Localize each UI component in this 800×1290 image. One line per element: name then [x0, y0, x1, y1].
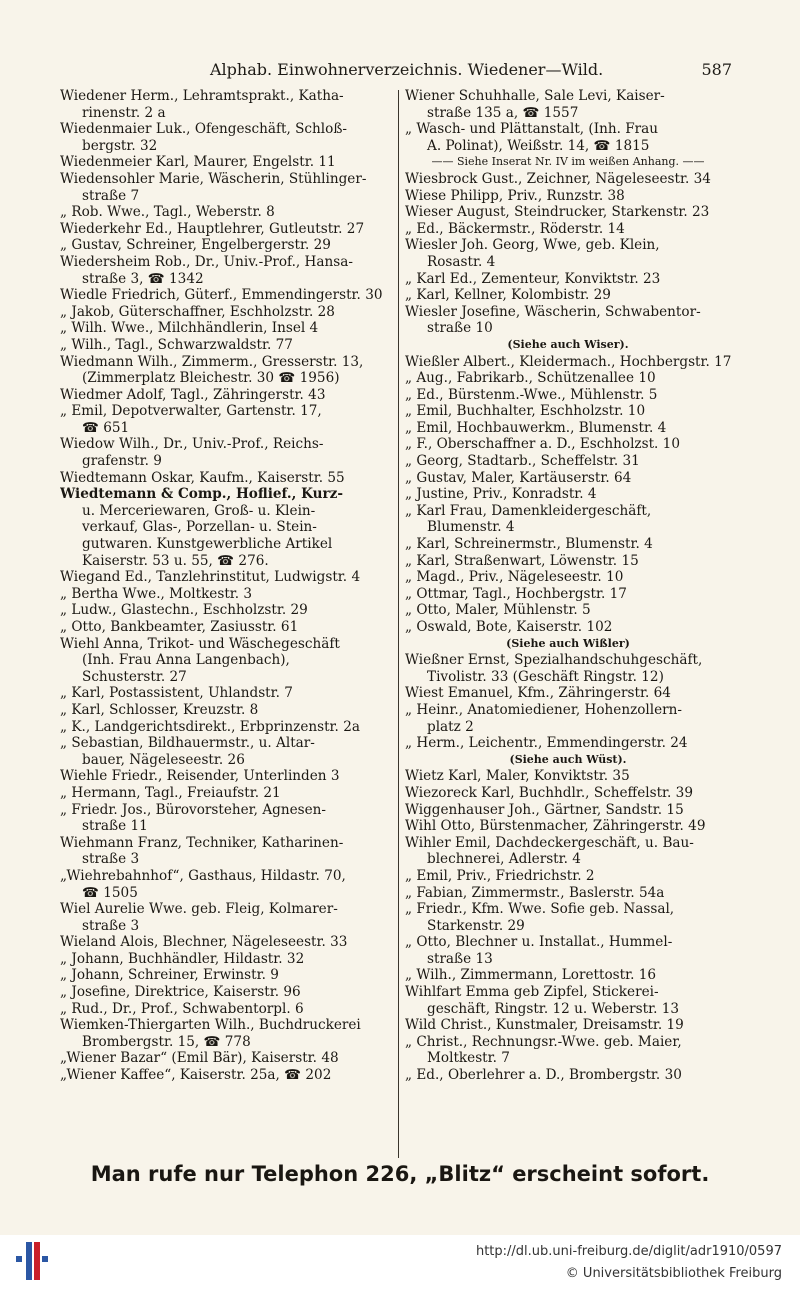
directory-entry-line: „ Emil, Buchhalter, Eschholzstr. 10 [405, 403, 646, 420]
directory-entry-line: „ Oswald, Bote, Kaiserstr. 102 [405, 619, 613, 635]
directory-entry-line: straße 135 a, ☎ 1557 [427, 104, 579, 121]
directory-entry-line: Wiedensohler Marie, Wäscherin, Stühlinger- [60, 170, 367, 187]
directory-entry-line: gutwaren. Kunstgewerbliche Artikel [82, 536, 333, 553]
directory-entry-line: „ Jakob, Güterschaffner, Eschholzstr. 28 [60, 303, 335, 320]
directory-entry-line: Wiedenmaier Luk., Ofengeschäft, Schloß- [60, 121, 348, 138]
directory-entry-line: ☎ 651 [82, 419, 130, 436]
directory-entry-line: „Wiener Kaffee“, Kaiserstr. 25a, ☎ 202 [60, 1067, 332, 1084]
directory-entry-line: Wießler Albert., Kleidermach., Hochbergstr. 17 [405, 353, 731, 370]
directory-entry-line: „ Friedr., Kfm. Wwe. Sofie geb. Nassal, [405, 901, 675, 918]
directory-entry-line: Wiedersheim Rob., Dr., Univ.-Prof., Hansa- [60, 253, 353, 270]
directory-entry-line: Wiener Schuhhalle, Sale Levi, Kaiser- [405, 88, 665, 104]
directory-entry-line: (Zimmerplatz Bleichestr. 30 ☎ 1956) [82, 370, 340, 387]
directory-entry-line: „ Karl, Kellner, Kolombistr. 29 [405, 287, 611, 304]
directory-entry-line: Wihl Otto, Bürstenmacher, Zähringerstr. 49 [405, 818, 706, 835]
directory-entry-line: straße 10 [427, 320, 493, 337]
directory-entry-line: Starkenstr. 29 [427, 917, 525, 934]
page-header [60, 60, 732, 86]
directory-entry-line: „ Wilh., Tagl., Schwarzwaldstr. 77 [60, 336, 293, 353]
directory-entry-line: Wiesler Joh. Georg, Wwe, geb. Klein, [405, 237, 660, 254]
directory-entry-line: „ Josefine, Direktrice, Kaiserstr. 96 [60, 984, 301, 1001]
directory-entry-line: „ Karl Frau, Damenkleidergeschäft, [405, 502, 652, 519]
directory-entry-line: Wiedener Herm., Lehramtsprakt., Katha- [60, 88, 344, 104]
left-column [60, 88, 393, 1160]
page-number: 587 [701, 60, 732, 79]
right-column [405, 88, 731, 1160]
directory-entry-line: (Siehe auch Wißler) [506, 636, 630, 650]
directory-entry-line: „ Heinr., Anatomiediener, Hohenzollern- [405, 701, 683, 718]
directory-entry-line: Wiehle Friedr., Reisender, Unterlinden 3 [60, 768, 340, 785]
directory-entry-line: Wieser August, Steindrucker, Starkenstr. 23 [405, 204, 710, 221]
directory-entry-line: „ Friedr. Jos., Bürovorsteher, Agnesen- [60, 801, 327, 818]
directory-entry-line: „ Wasch- und Plättanstalt, (Inh. Frau [405, 121, 659, 138]
directory-entry-line: „ Magd., Priv., Nägeleseestr. 10 [405, 569, 624, 586]
directory-entry-line: „ Ludw., Glastechn., Eschholzstr. 29 [60, 602, 308, 619]
directory-entry-line: Moltkestr. 7 [427, 1050, 510, 1067]
directory-entry-line: Wiese Philipp, Priv., Runzstr. 38 [405, 187, 625, 204]
directory-entry-line: „ Otto, Maler, Mühlenstr. 5 [405, 602, 591, 619]
directory-entry-line: Wiezoreck Karl, Buchhdlr., Scheffelstr. 39 [405, 784, 693, 801]
directory-entry-line: „ Gustav, Schreiner, Engelbergerstr. 29 [60, 237, 331, 254]
directory-entry-line: Wiest Emanuel, Kfm., Zähringerstr. 64 [405, 685, 671, 702]
directory-entry-line: Wiedmer Adolf, Tagl., Zähringerstr. 43 [60, 386, 326, 403]
directory-entry-line: Wihlfart Emma geb Zipfel, Stickerei- [405, 984, 659, 1001]
directory-entry-line: „ Emil, Depotverwalter, Gartenstr. 17, [60, 403, 322, 420]
directory-entry-line: „ Otto, Bankbeamter, Zasiusstr. 61 [60, 619, 299, 635]
directory-entry-line: Rosastr. 4 [427, 253, 496, 270]
directory-entry-line: Wiedtemann & Comp., Hoflief., Kurz- [60, 486, 344, 503]
directory-entry-line: straße 3, ☎ 1342 [82, 270, 204, 287]
directory-entry-line: „Wiener Bazar“ (Emil Bär), Kaiserstr. 48 [60, 1050, 339, 1067]
directory-entry-line: „ F., Oberschaffner a. D., Eschholzst. 10 [405, 436, 680, 453]
directory-entry-line: Wiedtemann Oskar, Kaufm., Kaiserstr. 55 [60, 469, 345, 486]
directory-entry-line: Wiesbrock Gust., Zeichner, Nägeleseestr. 34 [405, 170, 711, 187]
directory-entry-line: Wiegand Ed., Tanzlehrinstitut, Ludwigstr. 4 [60, 569, 361, 586]
directory-entry-line: straße 3 [82, 851, 140, 868]
running-title: Alphab. Einwohnerverzeichnis. Wiedener—Wild. [210, 60, 604, 79]
directory-entry-line: Tivolistr. 33 (Geschäft Ringstr. 12) [427, 668, 664, 685]
directory-entry-line: Blumenstr. 4 [427, 519, 515, 536]
directory-entry-line: rinenstr. 2 a [82, 104, 166, 121]
directory-entry-line: „ K., Landgerichtsdirekt., Erbprinzenstr. 2a [60, 718, 360, 735]
directory-entry-line: blechnerei, Adlerstr. 4 [427, 851, 581, 868]
directory-entry-line: „ Herm., Leichentr., Emmendingerstr. 24 [405, 735, 688, 752]
directory-entry-line: „Wiehrebahnhof“, Gasthaus, Hildastr. 70, [60, 867, 346, 884]
library-logo-icon [14, 1238, 50, 1284]
copyright-notice: © Universitätsbibliothek Freiburg [565, 1266, 782, 1281]
directory-entry-line: bergstr. 32 [82, 137, 158, 154]
directory-entry-line: Wietz Karl, Maler, Konviktstr. 35 [405, 768, 630, 785]
directory-entry-line: straße 13 [427, 950, 493, 967]
column-divider [398, 90, 399, 1158]
directory-entry-line: „ Ed., Bürstenm.-Wwe., Mühlenstr. 5 [405, 386, 658, 403]
directory-entry-line: „ Johann, Schreiner, Erwinstr. 9 [60, 967, 279, 984]
directory-entry-line: Kaiserstr. 53 u. 55, ☎ 276. [82, 552, 269, 569]
directory-entry-line: „ Otto, Blechner u. Installat., Hummel- [405, 934, 673, 951]
directory-entry-line: Wihler Emil, Dachdeckergeschäft, u. Bau- [405, 834, 694, 851]
directory-entry-line: grafenstr. 9 [82, 453, 162, 470]
directory-entry-line: Wiggenhauser Joh., Gärtner, Sandstr. 15 [405, 801, 684, 818]
directory-entry-line: Wiehl Anna, Trikot- und Wäschegeschäft [60, 635, 340, 652]
directory-entry-line: Wiel Aurelie Wwe. geb. Fleig, Kolmarer- [60, 901, 338, 918]
directory-entry-line: —— Siehe Inserat Nr. IV im weißen Anhang. —— [431, 155, 705, 169]
directory-entry-line: „ Wilh. Wwe., Milchhändlerin, Insel 4 [60, 320, 319, 337]
directory-entry-line: Wießner Ernst, Spezialhandschuhgeschäft, [405, 652, 703, 669]
directory-entry-line: Wiederkehr Ed., Hauptlehrer, Gutleutstr. 27 [60, 220, 365, 237]
directory-entry-line: „ Justine, Priv., Konradstr. 4 [405, 486, 597, 503]
directory-entry-line: „ Gustav, Maler, Kartäuserstr. 64 [405, 469, 632, 486]
directory-entry-line: „ Karl, Schreinermstr., Blumenstr. 4 [405, 536, 653, 553]
directory-entry-line: „ Hermann, Tagl., Freiaufstr. 21 [60, 784, 281, 801]
directory-entry-line: „ Rud., Dr., Prof., Schwabentorpl. 6 [60, 1000, 304, 1017]
directory-entry-line: „ Christ., Rechnungsr.-Wwe. geb. Maier, [405, 1033, 682, 1050]
directory-entry-line: verkauf, Glas-, Porzellan- u. Stein- [82, 519, 317, 536]
directory-entry-line: „ Karl Ed., Zementeur, Konviktstr. 23 [405, 270, 661, 287]
directory-entry-line: (Inh. Frau Anna Langenbach), [82, 652, 290, 669]
directory-entry-line: „ Georg, Stadtarb., Scheffelstr. 31 [405, 453, 640, 470]
directory-entry-line: „ Karl, Schlosser, Kreuzstr. 8 [60, 701, 259, 718]
permalink-url[interactable]: http://dl.ub.uni-freiburg.de/diglit/adr1910/0597 [475, 1244, 782, 1259]
directory-entry-line: „ Ottmar, Tagl., Hochbergstr. 17 [405, 585, 627, 602]
directory-entry-line: „ Emil, Priv., Friedrichstr. 2 [405, 867, 595, 884]
directory-entry-line: Wiemken-Thiergarten Wilh., Buchdruckerei [60, 1017, 361, 1034]
directory-entry-line: bauer, Nägeleseestr. 26 [82, 751, 245, 768]
telephone-advert: Man rufe nur Telephon 226, „Blitz“ erscheint sofort. [90, 1162, 710, 1186]
directory-entry-line: „ Karl, Straßenwart, Löwenstr. 15 [405, 552, 639, 569]
directory-entry-line: „ Rob. Wwe., Tagl., Weberstr. 8 [60, 204, 275, 221]
directory-entry-line: „ Ed., Oberlehrer a. D., Brombergstr. 30 [405, 1067, 682, 1084]
directory-entry-line: ☎ 1505 [82, 884, 138, 901]
directory-entry-line: „ Emil, Hochbauwerkm., Blumenstr. 4 [405, 419, 667, 436]
directory-entry-line: „ Ed., Bäckermstr., Röderstr. 14 [405, 220, 625, 237]
directory-entry-line: „ Karl, Postassistent, Uhlandstr. 7 [60, 685, 293, 702]
directory-entry-line: Wiehmann Franz, Techniker, Katharinen- [60, 834, 344, 851]
directory-entry-line: Wiesler Josefine, Wäscherin, Schwabentor- [405, 303, 701, 320]
directory-entry-line: (Siehe auch Wiser). [507, 337, 629, 351]
directory-entry-line: „ Wilh., Zimmermann, Lorettostr. 16 [405, 967, 657, 984]
directory-entry-line: A. Polinat), Weißstr. 14, ☎ 1815 [427, 137, 650, 154]
directory-entry-line: straße 7 [82, 187, 140, 204]
directory-entry-line: Wieland Alois, Blechner, Nägeleseestr. 33 [60, 934, 348, 951]
directory-entry-line: Wild Christ., Kunstmaler, Dreisamstr. 19 [405, 1017, 684, 1034]
directory-entry-line: „ Bertha Wwe., Moltkestr. 3 [60, 585, 253, 602]
directory-entry-line: Wiedow Wilh., Dr., Univ.-Prof., Reichs- [60, 436, 324, 453]
directory-entry-line: Wiedle Friedrich, Güterf., Emmendingerstr. 30 [60, 287, 383, 304]
directory-entry-line: Wiedenmeier Karl, Maurer, Engelstr. 11 [60, 154, 336, 171]
directory-entry-line: „ Fabian, Zimmermstr., Baslerstr. 54a [405, 884, 665, 901]
directory-entry-line: „ Johann, Buchhändler, Hildastr. 32 [60, 950, 305, 967]
directory-entry-line: Wiedmann Wilh., Zimmerm., Gresserstr. 13, [60, 353, 364, 370]
directory-entry-line: platz 2 [427, 718, 474, 735]
directory-entry-line: (Siehe auch Wüst). [509, 752, 627, 766]
directory-entry-line: Schusterstr. 27 [82, 668, 187, 685]
directory-entry-line: straße 3 [82, 917, 140, 934]
directory-entry-line: straße 11 [82, 818, 148, 835]
directory-entry-line: „ Aug., Fabrikarb., Schützenallee 10 [405, 370, 656, 387]
directory-entry-line: geschäft, Ringstr. 12 u. Weberstr. 13 [427, 1000, 680, 1017]
directory-entry-line: „ Sebastian, Bildhauermstr., u. Altar- [60, 735, 315, 752]
directory-entry-line: Brombergstr. 15, ☎ 778 [82, 1033, 251, 1050]
directory-entry-line: u. Merceriewaren, Groß- u. Klein- [82, 502, 316, 519]
